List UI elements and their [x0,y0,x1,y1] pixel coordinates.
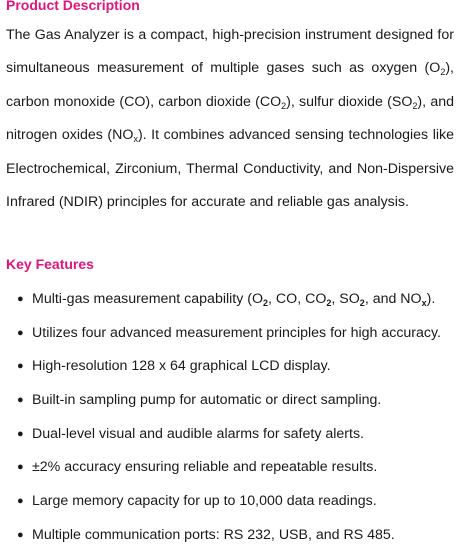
bullet-icon: ● [17,528,24,541]
feature-item-accuracy: ● ±2% accuracy ensuring reliable and repeatable results. [0,452,460,486]
bullet-icon: ● [17,461,24,474]
key-features-list [0,284,460,554]
bullet-icon: ● [17,293,24,305]
feature-item-ports: ● Multiple communication ports: RS 232, USB, and RS 485. [0,520,460,554]
feature-item-pump: ● Built-in sampling pump for automatic or direct sampling. [0,385,460,419]
bullet-icon: ● [17,326,24,339]
feature-item-multi-gas: ● Multi-gas measurement capability ($O_2$, CO, $CO_2$, $SO_2$, and $NO_x$). [0,284,460,318]
bullet-icon: ● [17,394,24,407]
feature-item-display: ● High-resolution 128 x 64 graphical LCD display. [0,351,460,385]
product-description-text: The Gas Analyzer is a compact, high-precision instrument designed for simultaneous measurement of multiple gases such as oxygen $(O_2)$, carbon monoxide (CO), carbon dioxide $(CO_2)$, sulfur dioxide $(SO_2)$, and nitrogen oxides $(NO_x)$. It combines advanced sensing technologies like Electrochemical, Zirconium, Thermal Conductivity, and Non-Dispersive Infrared (NDIR) principles for accurate and reliable gas analysis. [6,27,455,211]
feature-item-alarms: ● Dual-level visual and audible alarms for safety alerts. [0,419,460,453]
product-description-heading: Product Description [6,0,140,13]
feature-item-memory: ● Large memory capacity for up to 10,000 data readings. [0,486,460,520]
bullet-icon: ● [17,495,24,508]
key-features-heading: Key Features [6,256,94,272]
bullet-icon: ● [17,427,24,440]
feature-item-principles: ● Utilizes four advanced measurement principles for high accuracy. [0,318,460,352]
bullet-icon: ● [17,360,24,373]
